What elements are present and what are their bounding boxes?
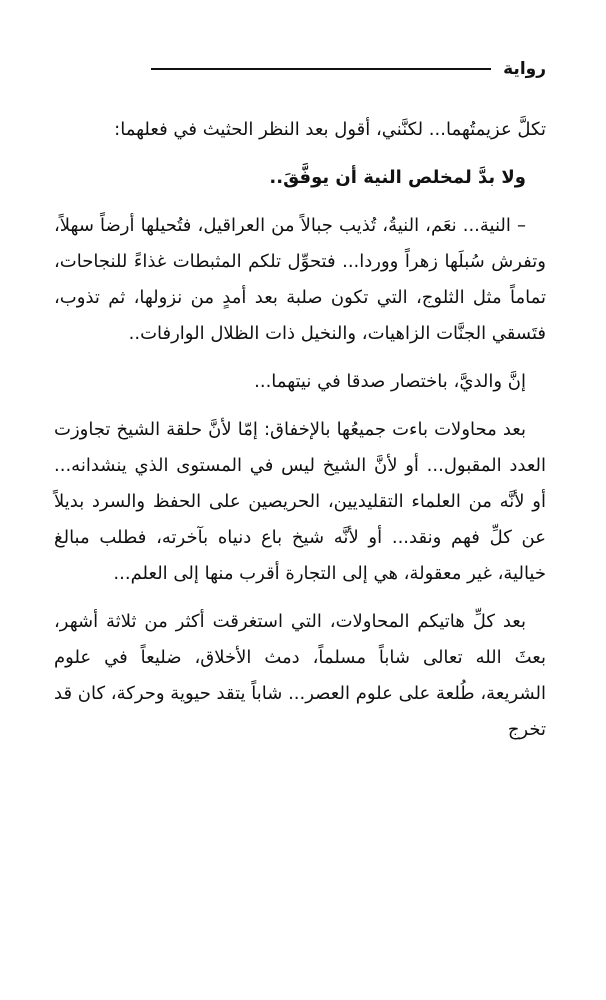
paragraph-1: تكلَّ عزيمتُهما... لكنَّني، أقول بعد النظر الحثيث في فعلهما: <box>114 119 546 140</box>
header-rule <box>151 68 491 70</box>
paragraph-2-emphasis: ولا بدَّ لمخلص النية أن يوفَّقَ.. <box>269 167 526 188</box>
paragraph-6: بعد كلِّ هاتيكم المحاولات، التي استغرقت أكثر من ثلاثة أشهر، بعثَ الله تعالى شاباً مسلماً، دمث الأخلاق، ضليعاً في علوم الشريعة، طُلعة على علوم العصر... شاباً يتقد حيوية وحركة، كان قد تخرج <box>54 611 546 740</box>
paragraph-3-dialogue: – النية... نعَم، النيةُ، تُذيب جبالاً من العراقيل، فتُحيلها أرضاً سهلاً، وتفرش سُبلَها زهراً ووردا... فتحوِّل تلكم المثبطات غذاءً للنجاحات، تماماً مثل الثلوج، التي تكون صلبة بعد أمدٍ من نزولها، ثم تذوب، فتَسقي الجنَّات الزاهيات، والنخيل ذات الظلال الوارفات.. <box>54 215 546 344</box>
body-text <box>54 112 546 760</box>
paragraph-4: إنَّ والديَّ، باختصار صدقا في نيتهما... <box>254 371 526 392</box>
running-title: رواية <box>503 59 546 79</box>
paragraph-5: بعد محاولات باءت جميعُها بالإخفاق: إمّا لأنَّ حلقة الشيخ تجاوزت العدد المقبول... أو لأنَّ الشيخ ليس في المستوى الذي ينشدانه... أو لأنَّه من العلماء التقليديين، الحريصين على الحفظ والسرد بديلاً عن كلِّ فهم ونقد... أو لأنَّه شيخ باع دنياه بآخرته، فطلب مبالغ خيالية، غير معقولة، هي إلى التجارة أقرب منها إلى العلم... <box>54 419 546 584</box>
running-header <box>46 56 546 82</box>
